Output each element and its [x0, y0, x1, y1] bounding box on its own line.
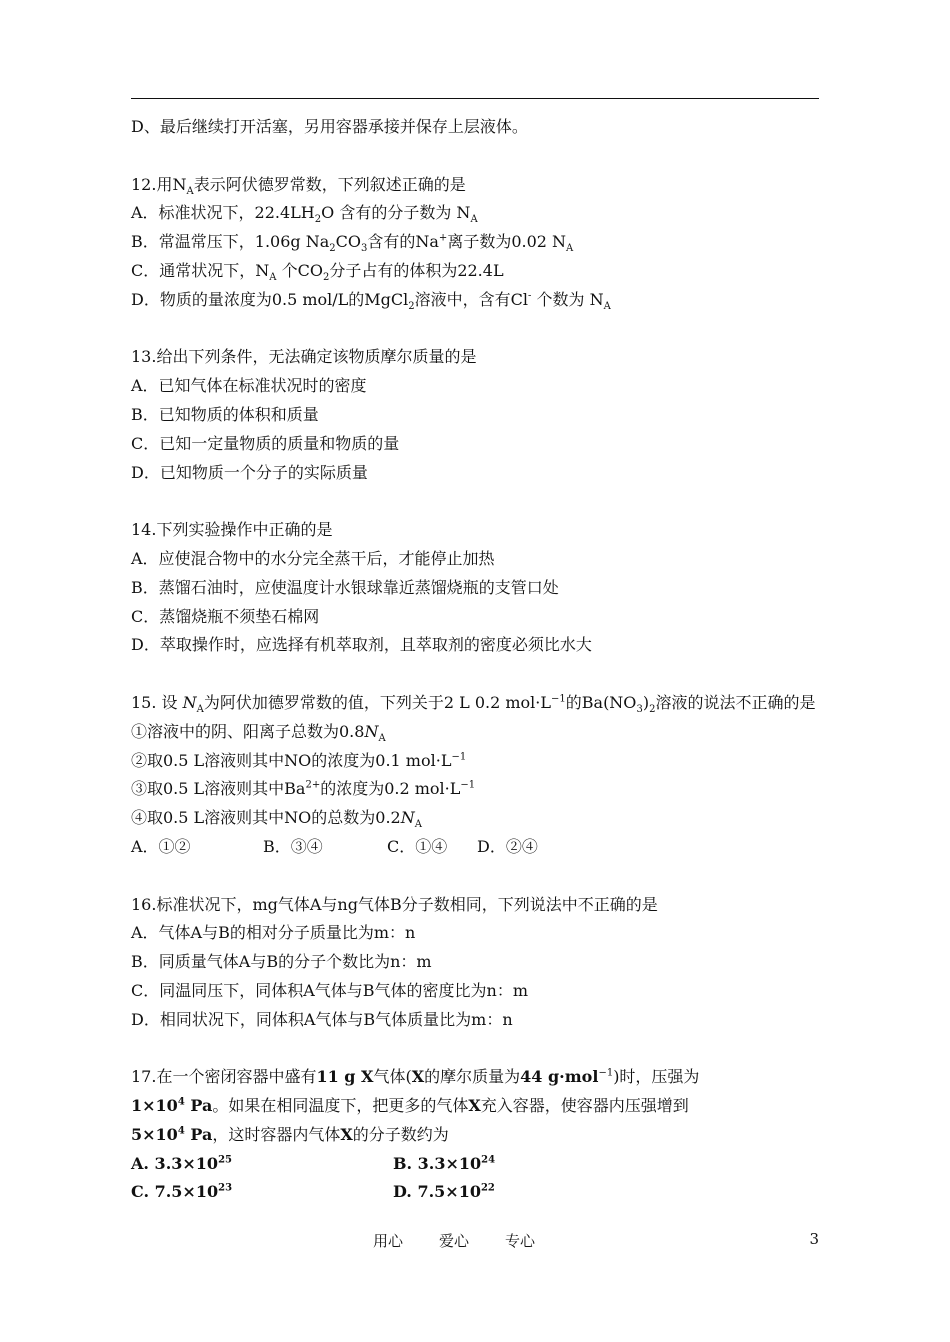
q11-option-d: D、最后继续打开活塞，另用容器承接并保存上层液体。	[131, 117, 528, 136]
q12-option-c: C．通常状况下，$N_A$ 个$CO_2$分子占有的体积为22.4L	[131, 260, 504, 284]
q15-option-d: D．②④	[477, 836, 538, 856]
q15-item-4: ④取0.5 L溶液则其中NO的总数为$0.2N_A$	[131, 808, 422, 831]
q13-option-c: C．已知一定量物质的质量和物质的量	[131, 433, 400, 453]
q14-stem: 14.下列实验操作中正确的是	[131, 520, 333, 540]
q14-option-a: A．应使混合物中的水分完全蒸干后，才能停止加热	[131, 548, 495, 568]
q17-options-row2	[131, 1178, 819, 1207]
q12-stem: 12.用$N_A$表示阿伏德罗常数，下列叙述正确的是	[131, 174, 466, 197]
q17-stem-line2: $1\times 10^4$ Pa。如果在相同温度下，把更多的气体X充入容器，使容器内压强增到	[131, 1096, 689, 1116]
q16-option-c: C．同温同压下，同体积A气体与B气体的密度比为n：m	[131, 980, 529, 1000]
page-number: 3	[809, 1230, 819, 1248]
q15-item-2: ②取0.5 L溶液则其中NO的浓度为0.1 $mol\cdot L^{-1}$	[131, 750, 467, 770]
q17-stem-line1: 17.在一个密闭容器中盛有11 g X气体(X的摩尔质量为44 g·mol$^{-1}$)时，压强为	[131, 1067, 700, 1087]
q12-option-d: D．物质的量浓度为0.5 mol/L的MgCl$_2$溶液中，含有Cl- 个数为 $N_A$	[131, 289, 611, 312]
q15-option-a: A．①②	[131, 836, 191, 856]
q17-option-b: B. $3.3\times 10^{24}$	[393, 1153, 496, 1173]
footer-motto: 用心 爱心 专心	[373, 1232, 536, 1250]
q16-stem: 16.标准状况下，mg气体A与ng气体B分子数相同，下列说法中不正确的是	[131, 894, 658, 914]
q14-option-c: C．蒸馏烧瓶不须垫石棉网	[131, 606, 320, 626]
q17-option-a: A. $3.3\times 10^{25}$	[131, 1153, 232, 1173]
q14-option-b: B．蒸馏石油时，应使温度计水银球靠近蒸馏烧瓶的支管口处	[131, 577, 559, 597]
q15-option-c: C．①④	[387, 836, 448, 856]
q17-option-d: D. $7.5\times 10^{22}$	[393, 1182, 495, 1202]
q13-option-a: A．已知气体在标准状况时的密度	[131, 376, 367, 396]
header-rule	[131, 98, 819, 99]
q13-option-b: B．已知物质的体积和质量	[131, 404, 319, 424]
document-page	[131, 0, 819, 1342]
q15-stem: 15. 设 $N_A$为阿伏加德罗常数的值，下列关于2 L 0.2 $mol\cdot L^{-1}$的$Ba(NO_3)_2$溶液的说法不正确的是	[131, 692, 816, 716]
q16-option-a: A．气体A与B的相对分子质量比为m：n	[131, 923, 416, 943]
question-list	[131, 113, 819, 1207]
q13-option-d: D．已知物质一个分子的实际质量	[131, 462, 368, 482]
q15-options	[131, 833, 819, 862]
q16-option-b: B．同质量气体A与B的分子个数比为n：m	[131, 952, 432, 972]
q15-option-b: B．③④	[263, 836, 323, 856]
q12-option-a: A．标准状况下，$22.4LH_2O$ 含有的分子数为 $N_A$	[131, 203, 478, 226]
q16-option-d: D．相同状况下，同体积A气体与B气体质量比为m：n	[131, 1009, 513, 1029]
q15-item-3: ③取0.5 L溶液则其中$Ba^{2+}$的浓度为0.2 $mol\cdot L^{-1}$	[131, 779, 476, 799]
q17-stem-line3: $5\times 10^4$ Pa，这时容器内气体X的分子数约为	[131, 1124, 449, 1144]
q14-option-d: D．萃取操作时，应选择有机萃取剂，且萃取剂的密度必须比水大	[131, 635, 592, 655]
q17-options-row1	[131, 1150, 819, 1179]
q12-option-b: B．常温常压下，1.06g $Na_2CO_3$含有的Na+离子数为0.02 $N_A$	[131, 232, 574, 255]
q13-stem: 13.给出下列条件，无法确定该物质摩尔质量的是	[131, 347, 477, 367]
q17-option-c: C. $7.5\times 10^{23}$	[131, 1182, 233, 1202]
q15-item-1: ①溶液中的阴、阳离子总数为$0.8N_A$	[131, 721, 386, 744]
